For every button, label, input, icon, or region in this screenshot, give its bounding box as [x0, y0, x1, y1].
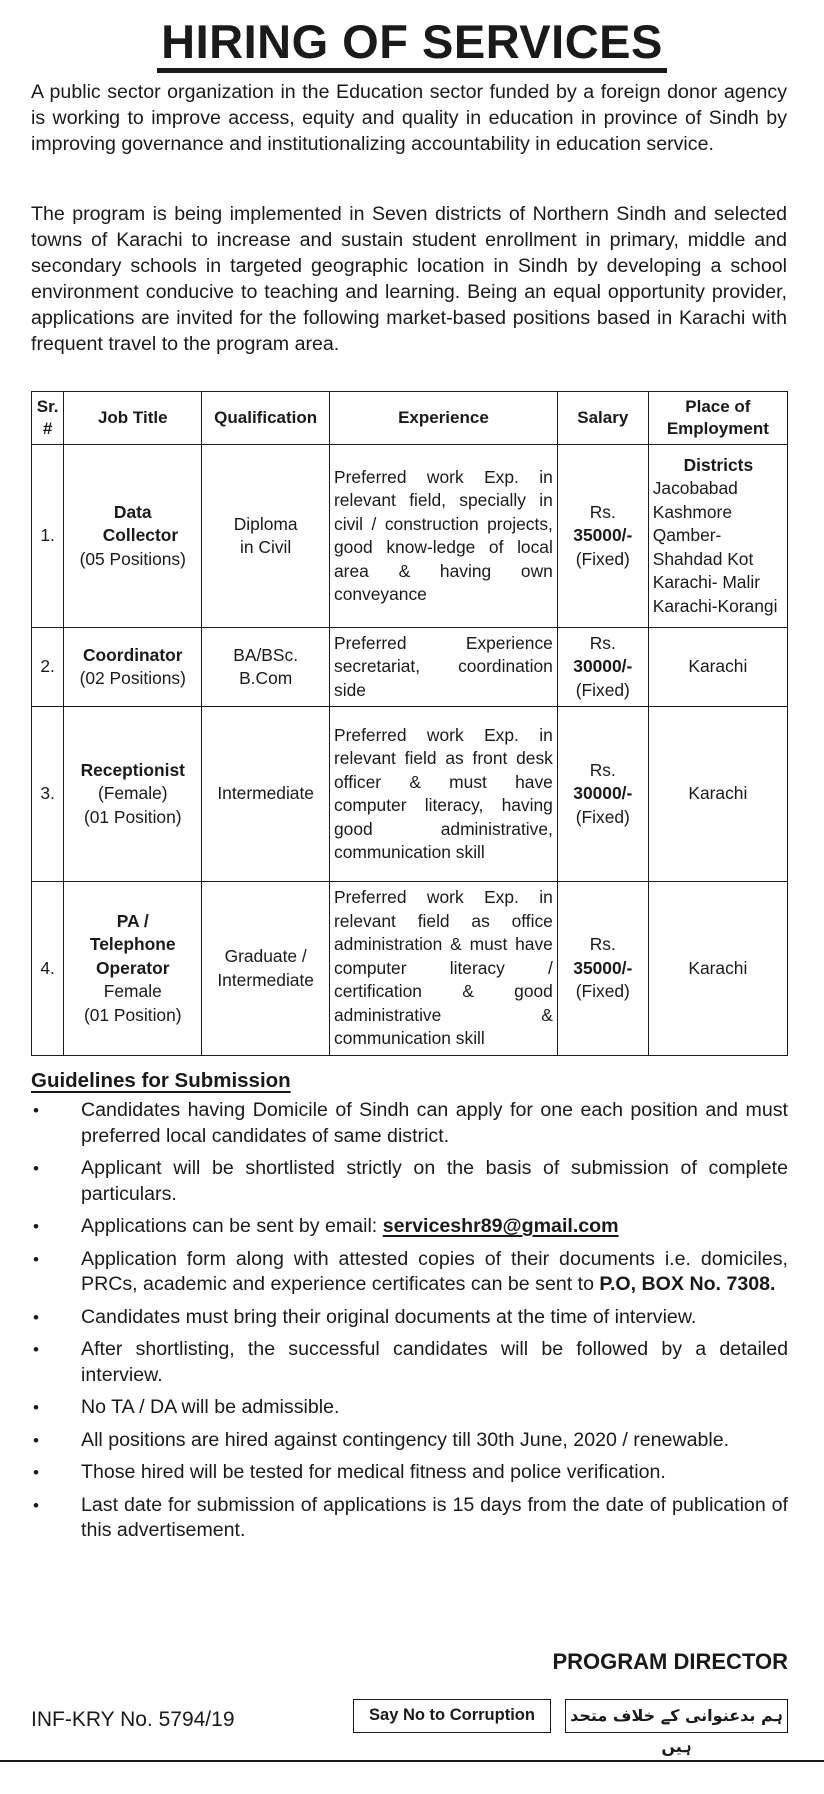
table-header-row	[32, 392, 788, 445]
guideline-text: After shortlisting, the successful candidates will be followed by a detailed interview.	[81, 1338, 788, 1386]
salary-amount: 30000/-	[573, 783, 633, 804]
job-title: Receptionist	[80, 759, 185, 780]
district-item: Kashmore	[652, 501, 732, 522]
list-item	[31, 1247, 788, 1298]
guideline-text: Applicant will be shortlisted strictly on the basis of submission of complete particulars.	[81, 1157, 788, 1205]
job-title: PA / Telephone Operator	[89, 910, 176, 978]
bottom-border	[0, 1760, 824, 1762]
header-qualification: Qualification	[202, 392, 330, 445]
salary-prefix: Rs.	[589, 501, 616, 522]
district-item: Karachi-Korangi	[652, 595, 778, 616]
guideline-text: Candidates must bring their original documents at the time of interview.	[81, 1305, 697, 1328]
list-item	[31, 1493, 788, 1544]
row-place: Karachi	[648, 628, 787, 707]
bullet-icon: •	[33, 1398, 39, 1417]
row-job-title	[64, 628, 202, 707]
job-positions: (01 Position)	[83, 806, 182, 827]
salary-prefix: Rs.	[589, 759, 616, 780]
bullet-icon: •	[33, 1249, 39, 1269]
job-gender: (Female)	[97, 783, 168, 804]
jobs-table	[31, 391, 788, 1056]
guideline-text: No TA / DA will be admissible.	[81, 1396, 340, 1418]
page-title	[0, 14, 824, 73]
job-gender: Female	[103, 981, 162, 1002]
email-link[interactable]: serviceshr89@gmail.com	[382, 1215, 619, 1237]
qualification-text: Diploma in Civil	[233, 513, 298, 557]
guidelines-list	[31, 1098, 788, 1551]
header-sr: Sr. #	[32, 392, 64, 445]
bullet-icon: •	[33, 1463, 39, 1482]
list-item	[31, 1098, 788, 1149]
job-title: Coordinator	[83, 644, 183, 665]
table-row	[32, 445, 788, 628]
guideline-text: Those hired will be tested for medical fitness and police verification.	[81, 1461, 666, 1483]
row-place: Karachi	[648, 882, 787, 1056]
row-sr: 1.	[32, 445, 64, 628]
row-experience: Preferred work Exp. in relevant field, specially in civil / construction projects, good know-ledge of local area & having own conveyance	[330, 445, 558, 628]
district-item: Shahdad Kot	[652, 548, 754, 569]
row-qualification	[202, 628, 330, 707]
salary-prefix: Rs.	[589, 632, 616, 653]
table-row	[32, 628, 788, 707]
salary-suffix: (Fixed)	[575, 806, 630, 827]
job-positions: (02 Positions)	[79, 668, 186, 688]
list-item	[31, 1156, 788, 1207]
row-qualification: Intermediate	[202, 707, 330, 882]
guidelines-heading: Guidelines for Submission	[31, 1069, 291, 1092]
job-positions: (01 Position)	[83, 1004, 182, 1025]
row-job-title	[64, 882, 202, 1056]
qualification-text: Graduate / Intermediate	[217, 946, 314, 990]
guideline-text: Candidates having Domicile of Sindh can apply for one each position and must preferred local candidates of same district.	[81, 1099, 788, 1147]
header-salary: Salary	[557, 392, 648, 445]
table-row	[32, 707, 788, 882]
row-qualification	[202, 882, 330, 1056]
row-sr: 2.	[32, 628, 64, 707]
row-experience: Preferred work Exp. in relevant field as office administration & must have computer literacy / certification & good administrative & communication skill	[330, 882, 558, 1056]
district-item: Jacobabad	[652, 478, 738, 499]
list-item	[31, 1460, 788, 1486]
row-experience: Preferred work Exp. in relevant field as front desk officer & must have computer literacy, having good administrative, communication skill	[330, 707, 558, 882]
district-item: Qamber-	[652, 525, 722, 546]
list-item	[31, 1337, 788, 1388]
salary-amount: 35000/-	[573, 525, 633, 546]
guideline-text: Last date for submission of applications is 15 days from the date of publication of this advertisement.	[81, 1493, 788, 1541]
job-positions: (05 Positions)	[79, 548, 186, 569]
district-item: Karachi- Malir	[652, 572, 760, 593]
salary-suffix: (Fixed)	[575, 548, 630, 569]
urdu-slogan-badge: ہم بدعنوانی کے خلاف متحد ہیں	[565, 1699, 788, 1733]
salary-suffix: (Fixed)	[575, 981, 630, 1002]
row-experience: Preferred Experience secretariat, coordination side	[330, 628, 558, 707]
row-job-title	[64, 445, 202, 628]
header-experience: Experience	[330, 392, 558, 445]
qualification-text: BA/BSc. B.Com	[233, 644, 299, 688]
list-item	[31, 1214, 788, 1240]
row-salary	[557, 882, 648, 1056]
intro-paragraph-1: A public sector organization in the Education sector funded by a foreign donor agency is working to improve access, equity and quality in education in province of Sindh by improving governance and institutionalizing accountability in education service.	[31, 81, 787, 155]
bullet-icon: •	[33, 1307, 39, 1327]
bullet-icon: •	[33, 1101, 39, 1120]
list-item	[31, 1305, 788, 1331]
bullet-icon: •	[33, 1495, 39, 1515]
list-item	[31, 1395, 788, 1421]
header-place: Place of Employment	[648, 392, 787, 445]
anti-corruption-badge: Say No to Corruption	[353, 1699, 551, 1733]
bullet-icon: •	[33, 1217, 39, 1236]
ad-reference: INF-KRY No. 5794/19	[31, 1708, 235, 1731]
row-place	[648, 445, 787, 628]
salary-amount: 30000/-	[573, 656, 633, 677]
row-place: Karachi	[648, 707, 787, 882]
row-job-title	[64, 707, 202, 882]
guideline-text: Applications can be sent by email:	[81, 1215, 378, 1237]
guideline-text: Application form along with attested copies of their documents i.e. domiciles, PRCs, academic and experience certificates can be sent to	[81, 1247, 788, 1295]
bullet-icon: •	[33, 1340, 39, 1359]
row-sr: 3.	[32, 707, 64, 882]
row-salary	[557, 445, 648, 628]
row-sr: 4.	[32, 882, 64, 1056]
po-box: P.O, BOX No. 7308.	[599, 1273, 776, 1295]
row-salary	[557, 707, 648, 882]
row-qualification	[202, 445, 330, 628]
bullet-icon: •	[33, 1430, 39, 1450]
salary-prefix: Rs.	[589, 934, 616, 955]
intro-paragraph-2: The program is being implemented in Seven districts of Northern Sindh and selected towns of Karachi to increase and sustain student enrollment in primary, middle and secondary schools in targeted geographic location in Sindh by developing a school environment conducive to teaching and learning. Being an equal opportunity provider, applications are invited for the following market-based positions based in Karachi with frequent travel to the program area.	[31, 203, 787, 355]
salary-suffix: (Fixed)	[575, 679, 630, 700]
guideline-text: All positions are hired against contingency till 30th June, 2020 / renewable.	[81, 1428, 730, 1451]
bullet-icon: •	[33, 1159, 39, 1178]
salary-amount: 35000/-	[573, 957, 633, 978]
table-row	[32, 882, 788, 1056]
list-item	[31, 1428, 788, 1454]
job-title: Data Collector	[102, 501, 179, 546]
districts-heading: Districts	[683, 454, 754, 475]
header-job-title: Job Title	[64, 392, 202, 445]
row-salary	[557, 628, 648, 707]
page-title-text: HIRING OF SERVICES	[157, 16, 667, 73]
signoff: PROGRAM DIRECTOR	[552, 1649, 788, 1674]
